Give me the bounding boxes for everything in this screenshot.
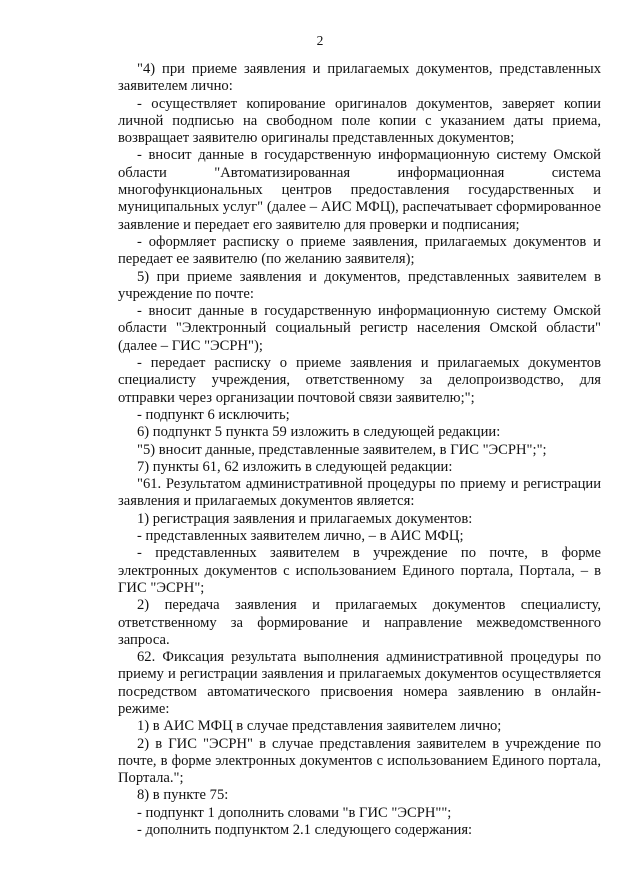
paragraph-61-1-in-person: - представленных заявителем лично, – в АИС МФЦ;	[137, 528, 464, 545]
paragraph-transfer-receipt: - передает расписку о приеме заявления и прилагаемых документов специалисту учреждения, ответственному за делопроизводство, для отправки через организации почтовой связи заявителю;";	[118, 355, 601, 406]
paragraph-62-2: 2) в ГИС "ЭСРН" в случае представления заявителем в учреждение по почте, в форме электронных документов с использованием Единого портала, Портала.";	[118, 735, 601, 787]
paragraph-receipt: - оформляет расписку о приеме заявления, прилагаемых документов и передает ее заявителю (по желанию заявителя);	[118, 233, 601, 268]
paragraph-61-1-by-mail: - представленных заявителем в учреждение по почте, в форме электронных документов с использованием Единого портала, Портала, – в ГИС "ЭСРН";	[118, 545, 601, 596]
paragraph-62: 62. Фиксация результата выполнения административной процедуры по приему и регистрации заявления и прилагаемых документов осуществляется посредством автоматического присвоения номера заявлению в онлайн-режиме:	[118, 649, 601, 717]
paragraph-item-5: 5) при приеме заявления и документов, представленных заявителем в учреждение по почте:	[118, 268, 601, 302]
paragraph-61-2: 2) передача заявления и прилагаемых документов специалисту, ответственному за формирование и направление межведомственного запроса.	[118, 597, 601, 648]
paragraph-75-2-1: - дополнить подпунктом 2.1 следующего содержания:	[137, 822, 473, 839]
paragraph-copying: - осуществляет копирование оригиналов документов, заверяет копии личной подписью на свободном поле копии с указанием даты приема, возвращает заявителю оригиналы представленных документов;	[118, 95, 601, 147]
paragraph-amend-61-62: 7) пункты 61, 62 изложить в следующей редакции:	[137, 458, 453, 475]
paragraph-62-1: 1) в АИС МФЦ в случае представления заявителем лично;	[137, 718, 502, 735]
paragraph-61: "61. Результатом административной процедуры по приему и регистрации заявления и прилагаемых документов является:	[118, 476, 601, 510]
paragraph-item-4: "4) при приеме заявления и прилагаемых документов, представленных заявителем лично:	[118, 61, 601, 95]
paragraph-exclude-6: - подпункт 6 исключить;	[137, 406, 290, 423]
paragraph-61-1: 1) регистрация заявления и прилагаемых документов:	[137, 510, 473, 527]
page-number: 2	[316, 33, 324, 48]
paragraph-75-1: - подпункт 1 дополнить словами "в ГИС "ЭСРН"";	[137, 804, 452, 821]
paragraph-amend-59: 6) подпункт 5 пункта 59 изложить в следующей редакции:	[137, 424, 501, 441]
paragraph-item-8: 8) в пункте 75:	[137, 787, 229, 804]
document-body	[118, 61, 601, 839]
paragraph-gis-esrn: - вносит данные в государственную информационную систему Омской области "Электронный социальный регистр населения Омской области" (далее – ГИС "ЭСРН");	[118, 303, 601, 354]
paragraph-new-5: "5) вносит данные, представленные заявителем, в ГИС "ЭСРН";";	[137, 441, 547, 458]
paragraph-ais-mfc: - вносит данные в государственную информационную систему Омской области "Автоматизированная информационная система многофункциональных центров предоставления государственных и муниципальных услуг" (далее – АИС МФЦ), распечатывает сформированное заявление и передает его заявителю для проверки и подписания;	[118, 147, 601, 233]
